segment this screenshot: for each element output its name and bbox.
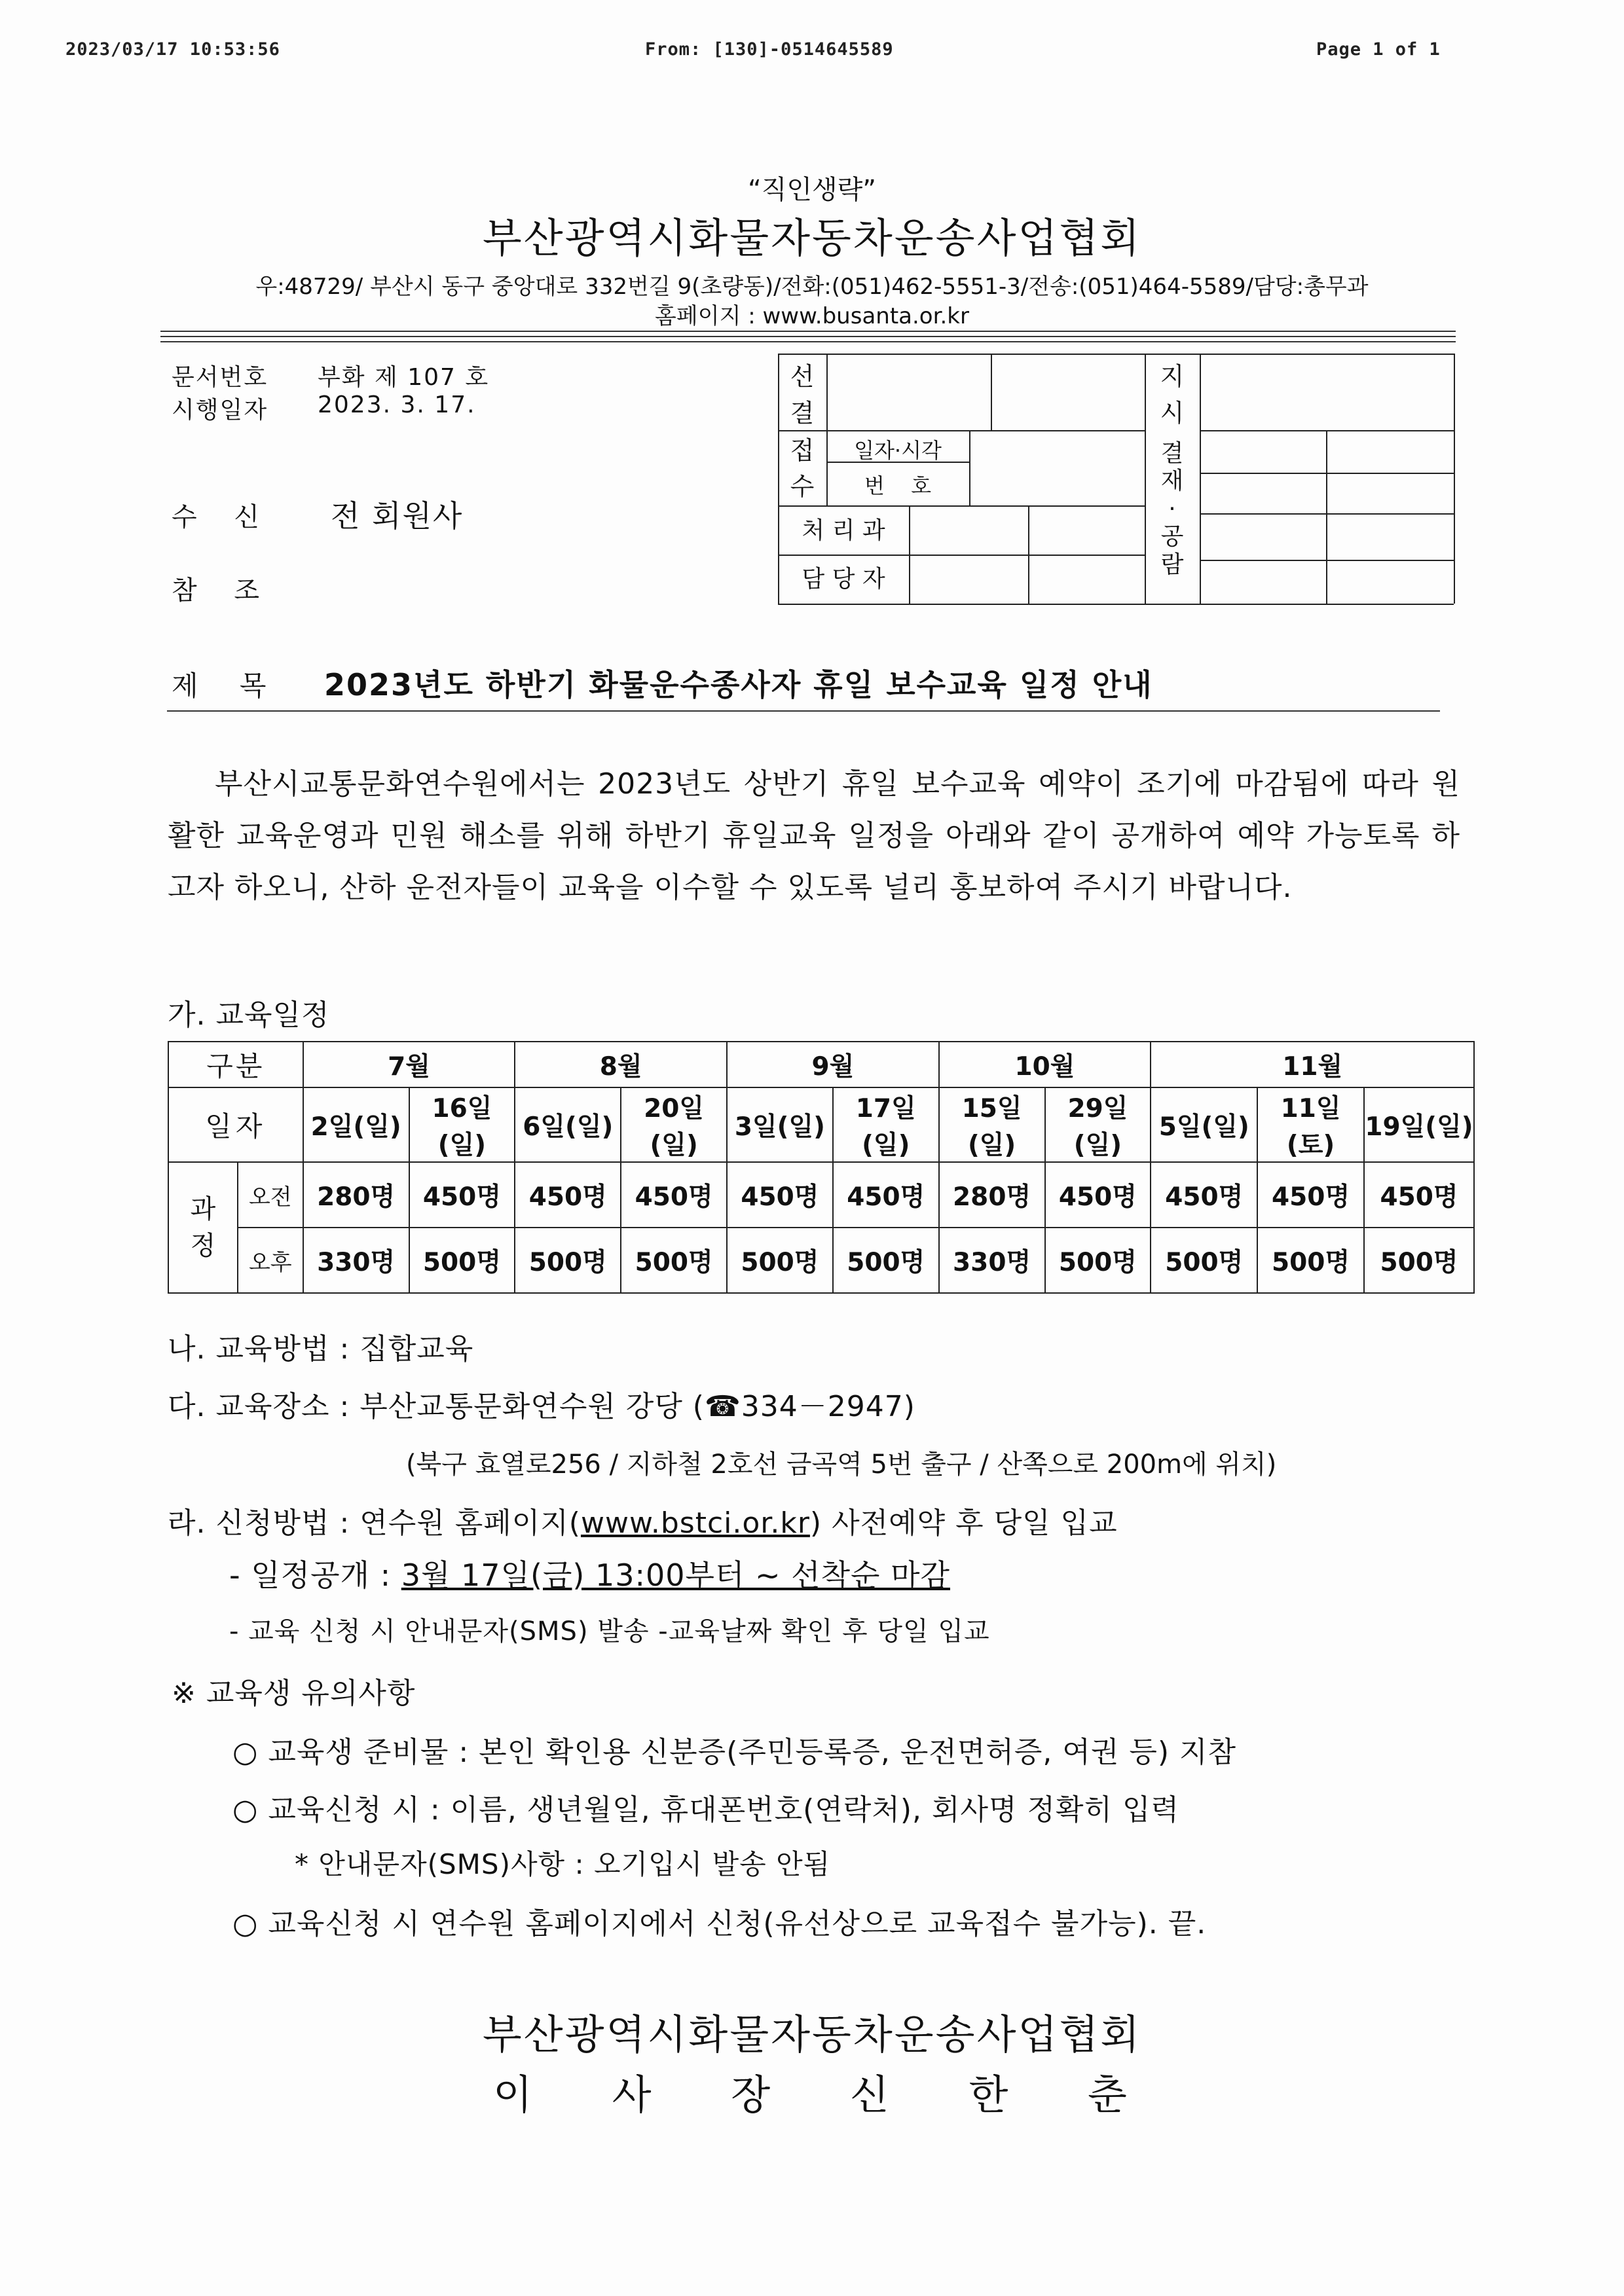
footer-org-name: 부산광역시화물자동차운송사업협회 — [482, 2011, 1142, 2058]
header-rule-2 — [160, 336, 1456, 337]
pm-count-cell: 500명 — [409, 1228, 515, 1293]
fax-from: From: [130]-0514645589 — [645, 39, 894, 60]
section-da: 다. 교육장소 : 부산교통문화연수원 강당 (☎334－2947) — [168, 1390, 915, 1423]
header-am: 오전 — [238, 1162, 303, 1228]
notes-title: ※ 교육생 유의사항 — [172, 1677, 416, 1710]
am-count-cell: 450명 — [1364, 1162, 1474, 1228]
pm-count-cell: 500명 — [621, 1228, 727, 1293]
header-gubun: 구분 — [168, 1042, 303, 1087]
body-paragraph: 부산시교통문화연수원에서는 2023년도 상반기 휴일 보수교육 예약이 조기에 마감됨에 따라 원활한 교육운영과 민원 해소를 위해 하반기 휴일교육 일정을 아래와 같이 공개하여 예약 가능토록 하고자 하오니, 산하 운전자들이 교육을 이수할 수 있도록 널리 홍보하여 주시기 바랍니다. — [168, 767, 1460, 904]
date-cell: 3일(일) — [727, 1087, 833, 1162]
date-cell: 17일(일) — [833, 1087, 939, 1162]
pm-count-cell: 500명 — [727, 1228, 833, 1293]
month-4: 10월 — [939, 1042, 1151, 1087]
pm-count-cell: 500명 — [833, 1228, 939, 1293]
am-count-cell: 450명 — [1151, 1162, 1257, 1228]
header-ilja: 일자 — [168, 1087, 303, 1162]
reference-label: 참 조 — [172, 575, 261, 606]
bstci-link[interactable]: www.bstci.or.kr — [580, 1506, 810, 1540]
subject-label: 제 목 — [172, 670, 268, 702]
note-3: ○ 교육신청 시 연수원 홈페이지에서 신청(유선상으로 교육접수 불가능). 끝. — [232, 1907, 1207, 1941]
am-count-cell: 450명 — [1257, 1162, 1364, 1228]
am-count-cell: 450명 — [621, 1162, 727, 1228]
header-rule-3 — [160, 341, 1456, 342]
date-cell: 6일(일) — [515, 1087, 621, 1162]
header-rule-1 — [160, 331, 1456, 332]
month-1: 7월 — [303, 1042, 515, 1087]
org-name: 부산광역시화물자동차운송사업협회 — [482, 214, 1142, 262]
note-1: ○ 교육생 준비물 : 본인 확인용 신분증(주민등록증, 운전면허증, 여권 등) 지참 — [232, 1736, 1236, 1769]
subject-rule — [167, 710, 1440, 712]
org-address: 우:48729/ 부산시 동구 중앙대로 332번길 9(초량동)/전화:(051)462-5551-3/전송:(051)464-5589/담당:총무과 — [255, 274, 1369, 300]
schedule-table — [168, 1041, 1475, 1294]
date-cell: 15일(일) — [939, 1087, 1045, 1162]
pm-count-cell: 500명 — [1045, 1228, 1151, 1293]
pm-count-cell: 500명 — [1257, 1228, 1364, 1293]
ra-item-sms: - 교육 신청 시 안내문자(SMS) 발송 -교육날짜 확인 후 당일 입교 — [229, 1616, 990, 1647]
am-count-cell: 280명 — [939, 1162, 1045, 1228]
date-label: 시행일자 — [172, 397, 268, 424]
pm-count-cell: 500명 — [515, 1228, 621, 1293]
recipient-value: 전 회원사 — [331, 498, 464, 534]
note-2-sub: * 안내문자(SMS)사항 : 오기입시 발송 안됨 — [295, 1848, 831, 1880]
date-cell: 5일(일) — [1151, 1087, 1257, 1162]
pm-count-cell: 330명 — [939, 1228, 1045, 1293]
date-cell: 19일(일) — [1364, 1087, 1474, 1162]
am-count-cell: 450명 — [727, 1162, 833, 1228]
am-count-cell: 450명 — [515, 1162, 621, 1228]
org-homepage: 홈페이지 : www.busanta.or.kr — [655, 303, 969, 329]
month-3: 9월 — [727, 1042, 939, 1087]
note-2: ○ 교육신청 시 : 이름, 생년월일, 휴대폰번호(연락처), 회사명 정확히 입력 — [232, 1793, 1179, 1827]
fax-page: Page 1 of 1 — [1316, 39, 1441, 60]
ra-item-schedule-open: - 일정공개 : 3월 17일(금) 13:00부터 ~ 선착순 마감 — [229, 1558, 950, 1593]
date-cell: 29일(일) — [1045, 1087, 1151, 1162]
section-na: 나. 교육방법 : 집합교육 — [168, 1332, 474, 1366]
header-gwajeong: 과 정 — [168, 1162, 238, 1293]
am-count-cell: 450명 — [409, 1162, 515, 1228]
date-cell: 16일(일) — [409, 1087, 515, 1162]
date-cell: 20일(일) — [621, 1087, 727, 1162]
section-da-address: (북구 효열로256 / 지하철 2호선 금곡역 5번 출구 / 산쪽으로 200m에 위치) — [406, 1449, 1277, 1480]
date-cell: 11일(토) — [1257, 1087, 1364, 1162]
subject-title: 2023년도 하반기 화물운수종사자 휴일 보수교육 일정 안내 — [324, 667, 1153, 702]
section-ra: 라. 신청방법 : 연수원 홈페이지(www.bstci.or.kr) 사전예약 후 당일 입교 — [168, 1506, 1118, 1540]
section-ga-title: 가. 교육일정 — [168, 998, 330, 1032]
am-count-cell: 450명 — [833, 1162, 939, 1228]
pm-count-cell: 500명 — [1364, 1228, 1474, 1293]
footer-signer: 이 사 장 신 한 춘 — [493, 2071, 1131, 2119]
pm-count-cell: 330명 — [303, 1228, 409, 1293]
month-5: 11월 — [1151, 1042, 1474, 1087]
doc-no-label: 문서번호 — [172, 364, 268, 391]
month-2: 8월 — [515, 1042, 727, 1087]
date-value: 2023. 3. 17. — [318, 392, 476, 418]
seal-note: “직인생략” — [747, 175, 876, 205]
open-datetime: 3월 17일(금) 13:00부터 ~ 선착순 마감 — [401, 1558, 950, 1593]
date-cell: 2일(일) — [303, 1087, 409, 1162]
fax-datetime: 2023/03/17 10:53:56 — [65, 39, 280, 60]
doc-no-value: 부화 제 107 호 — [318, 364, 490, 391]
am-count-cell: 450명 — [1045, 1162, 1151, 1228]
recipient-label: 수 신 — [172, 502, 261, 532]
am-count-cell: 280명 — [303, 1162, 409, 1228]
header-pm: 오후 — [238, 1228, 303, 1293]
pm-count-cell: 500명 — [1151, 1228, 1257, 1293]
